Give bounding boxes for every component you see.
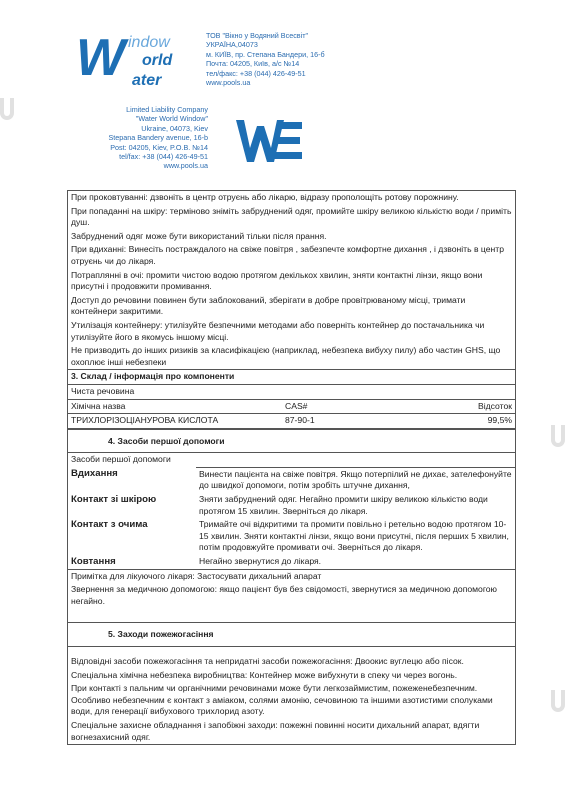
first-aid-item — [68, 555, 515, 569]
section-4-title: 4. Засоби першої допомоги — [68, 430, 515, 454]
section-4-first-aid — [67, 429, 516, 623]
first-aid-label: Ковтання — [71, 556, 116, 568]
watermark-left-icon — [0, 98, 14, 120]
address-english — [108, 105, 208, 171]
safety-data-sheet — [67, 190, 516, 745]
table-header-row-cell: CAS# — [285, 400, 308, 411]
watermark-right-icon — [551, 425, 565, 447]
logo-word-water: ater — [132, 72, 162, 89]
table-row-cell: ТРИХЛОРІЗОЦІАНУРОВА КИСЛОТА — [71, 415, 219, 426]
logo-word-world: orld — [142, 52, 173, 69]
firefighting-line: Спеціальне захисне обладнання і запобіжні заходи: пожежні повинні носити дихальний апарат, вдягти вогнезахисний одяг. — [71, 719, 480, 742]
section-3-title: 3. Склад / інформація про компоненти — [68, 370, 515, 385]
hazard-line: Забруднений одяг може бути використаний тільки після прання. — [71, 230, 327, 241]
first-aid-label: Контакт з очима — [71, 519, 148, 531]
logo-letter-w-top: W — [76, 29, 124, 87]
hazard-line: Доступ до речовини повинен бути заблокований, зберігати в добре провітрюваному місці, тримати контейнери закритими. — [71, 294, 466, 317]
first-aid-text: Тримайте очі відкритими та промити повільно і ретельно водою протягом 10-15 хвилин. Зняти контактні лінзи, якщо вони присутні, після перших 5 хвилин, потім продовжуйте промивати очі. Зверніться до лікаря. — [199, 519, 509, 553]
first-aid-item — [68, 518, 515, 555]
firefighting-line: Відповідні засоби пожежогасіння та непридатні засоби пожежогасіння: Двоокис вуглецю або пісок. — [71, 656, 464, 666]
address-line: tel/fax: +38 (044) 426-49-51 — [119, 152, 208, 162]
water-world-window-logo — [70, 28, 200, 100]
hazard-line: Утилізація контейнеру: утилізуйте безпечними методами або поверніть контейнер до постачальника чи утилізуйте його в якомусь іншому місці. — [71, 319, 485, 342]
table-row-cell: 87-90-1 — [285, 415, 315, 426]
firefighting-line: Спеціальна хімічна небезпека виробництва: Контейнер може вибухнути в спеку чи через вогонь. — [71, 669, 458, 680]
address-line: Stepana Bandery avenue, 16-b — [108, 133, 208, 143]
table-header-row-cell: Відсоток — [477, 400, 512, 411]
hazard-line: При вдиханні: Винесіть постраждалого на свіже повітря , забезпечте комфортне дихання , і дзвоніть в центр отруєнь чи до лікаря. — [71, 244, 504, 266]
address-line: Ukraine, 04073, Kiev — [141, 123, 208, 133]
table-row-cell: 99,5% — [487, 415, 512, 426]
hazard-precautions-block — [67, 190, 516, 369]
first-aid-text: Негайно звернутися до лікаря. — [199, 556, 322, 567]
address-line: Limited Liability Company — [126, 105, 208, 114]
first-aid-item — [68, 493, 515, 518]
first-aid-label: Контакт зі шкірою — [71, 494, 157, 506]
first-aid-measures — [68, 467, 515, 569]
hazard-line: Потраплянні в очі: промити чистою водою протягом декількох хвилин, зняти контактні лінзи, якщо вони присутні і продовжити промивання. — [71, 269, 483, 292]
first-aid-text: Винести пацієнта на свіже повітря. Якщо потерпілий не дихає, зателефонуйте до швидкої допомоги, потім зробіть штучне дихання, — [196, 467, 515, 493]
table-header-row — [68, 400, 515, 415]
address-line: "Water World Window" — [135, 114, 208, 124]
composition-table — [68, 400, 515, 429]
address-line: тел/факс: +38 (044) 426-49-51 — [206, 68, 306, 78]
table-header-row-cell: Хімічна назва — [71, 400, 126, 411]
address-line: Почта: 04205, Київ, а/с №14 — [206, 59, 300, 69]
address-line: www.pools.ua — [206, 78, 251, 88]
watermark-right-lower-icon — [551, 690, 565, 712]
address-line: Post: 04205, Kiev, P.O.B. №14 — [110, 142, 208, 152]
section-4-subtitle: Засоби першої допомоги — [71, 454, 171, 465]
hazard-line: При попаданні на шкіру: терміново зніміть забруднений одяг, промийте шкіру великою кількістю води / приміть душ. — [71, 205, 512, 228]
hazard-line: При проковтуванні: дзвоніть в центр отруєнь або лікарю, відразу прополощіть ротову порожнину. — [71, 192, 459, 202]
address-line: м. КИЇВ, пр. Степана Бандери, 16-б — [206, 49, 325, 59]
firefighting-measures — [68, 655, 515, 744]
logo-word-window: indow — [128, 34, 170, 51]
hazard-line: Не призводить до інших ризиків за класифікацією (наприклад, небезпека вибуху пилу) або частин GHS, що охоплює інші небезпеки — [71, 345, 501, 367]
we-logo-icon — [236, 118, 302, 164]
section-3-subtitle: Чиста речовина — [68, 385, 515, 400]
address-line: www.pools.ua — [163, 161, 208, 171]
section-5-firefighting — [67, 622, 516, 745]
section-5-title: 5. Заходи пожежогасіння — [68, 623, 515, 647]
table-row — [68, 414, 515, 428]
first-aid-label: Вдихання — [71, 467, 118, 479]
firefighting-line: При контакті з пальним чи органічними речовинами може бути легкозаймистим, пожеженебезпечним. Особливо небезпечним є контакт з аміаком, солями амонію, сечовиною та іншими азотистими сполуками води, для генерації вибухового трихлорид азоту. — [71, 683, 493, 717]
address-line: УКРАЇНА,04073 — [206, 40, 258, 50]
address-line: ТОВ "Вікно у Водяний Всесвіт" — [206, 31, 309, 40]
letterhead — [0, 0, 565, 185]
address-ukrainian — [206, 31, 325, 87]
note-for-doctor: Примітка для лікуючого лікаря: Застосувати дихальний апарат — [68, 569, 515, 584]
first-aid-item — [68, 467, 515, 493]
first-aid-text: Зняти забруднений одяг. Негайно промити шкіру великою кількістю води протягом 15 хвилин. Зверніться до лікаря. — [199, 494, 488, 516]
medical-help-note: Звернення за медичною допомогою: якщо пацієнт був без свідомості, звернутися за медичною допомогою негайно. — [71, 584, 497, 606]
section-3-composition — [67, 369, 516, 428]
